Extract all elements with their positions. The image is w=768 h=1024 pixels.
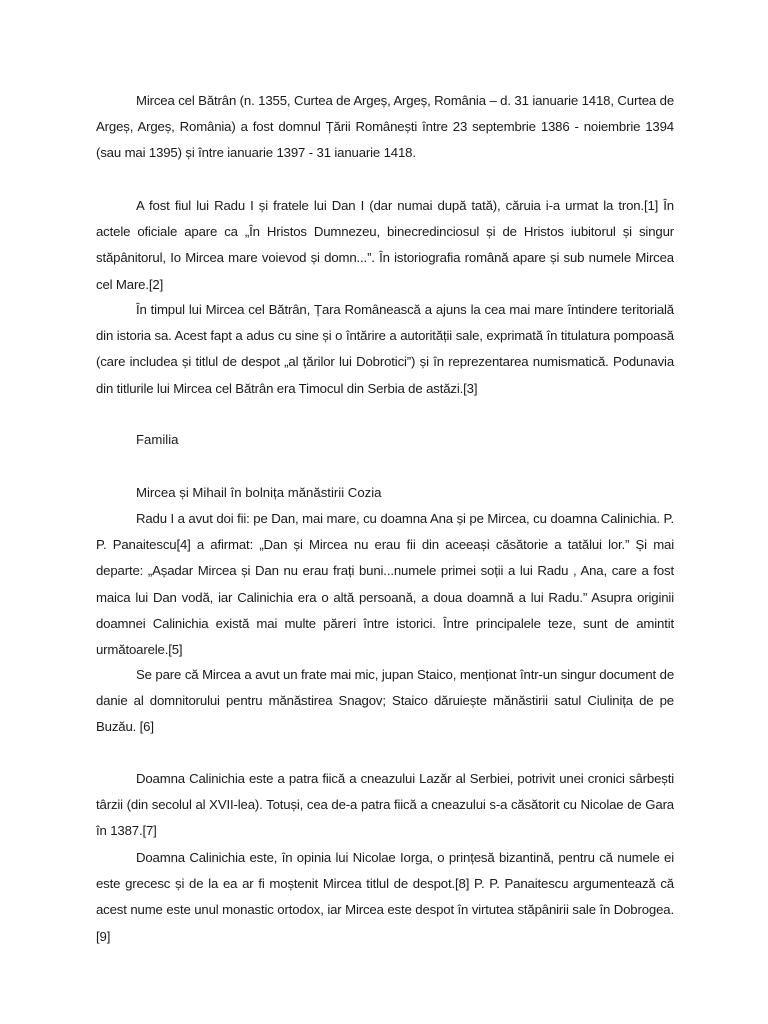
paragraph-intro bbox=[96, 88, 674, 167]
paragraph-text: Doamna Calinichia este a patra fiică a cneazului Lazăr al Serbiei, potrivit unei cronici sârbești târzii (din secolul al XVII-lea). Totuși, cea de-a patra fiică a cneazului s-a căsătorit cu Nicolae de Gara în 1387.[7] bbox=[96, 771, 674, 839]
paragraph-text: Radu I a avut doi fii: pe Dan, mai mare, cu doamna Ana și pe Mircea, cu doamna Calinichia. P. P. Panaitescu[4] a afirmat: „Dan și Mircea nu erau fii din aceeași căsătorie a tatălui lor.” Și mai departe: „Așadar Mircea și Dan nu erau frați buni...numele primei soții a lui Radu , Ana, care a fost maica lui Dan vodă, iar Calinichia era o altă persoană, a doua doamnă a lui Radu.” Asupra originii doamnei Calinichia există mai multe păreri între istorici. Între principalele teze, sunt de amintit următoarele.[5] bbox=[96, 511, 674, 658]
paragraph-text: A fost fiul lui Radu I și fratele lui Dan I (dar numai după tată), căruia i-a urmat la tron.[1] În actele oficiale apare ca „În Hristos Dumnezeu, binecredinciosul și de Hristos iubitorul și singur stăpânitorul, Io Mircea mare voievod și domn...”. În istoriografia română apare și sub numele Mircea cel Mare.[2] bbox=[96, 198, 674, 292]
section-heading: Familia bbox=[136, 432, 179, 447]
paragraph-staico bbox=[96, 662, 674, 741]
paragraph-calinichia-byzantine bbox=[96, 845, 674, 950]
paragraph-text: Mircea cel Bătrân (n. 1355, Curtea de Argeș, Argeș, România – d. 31 ianuarie 1418, Curtea de Argeș, Argeș, România) a fost domnul Țării Românești între 23 septembrie 1386 - noiembrie 1394 (sau mai 1395) și între ianuarie 1397 - 31 ianuarie 1418. bbox=[96, 93, 674, 161]
paragraph-calinichia-serbian bbox=[96, 766, 674, 845]
paragraph-text: Doamna Calinichia este, în opinia lui Nicolae Iorga, o prințesă bizantină, pentru că numele ei este grecesc și de la ea ar fi moștenit Mircea titlul de despot.[8] P. P. Panaitescu argumentează că acest nume este unul monastic ortodox, iar Mircea este despot în virtutea stăpânirii sale în Dobrogea.[9] bbox=[96, 850, 674, 944]
paragraph-territory bbox=[96, 297, 674, 402]
paragraph-family-sons bbox=[96, 506, 674, 663]
paragraph-origins bbox=[96, 193, 674, 298]
image-caption: Mircea și Mihail în bolnița mănăstirii Cozia bbox=[136, 485, 382, 500]
paragraph-text: În timpul lui Mircea cel Bătrân, Țara Românească a ajuns la cea mai mare întindere teritorială din istoria sa. Acest fapt a adus cu sine și o întărire a autorității sale, exprimată în titulatura pompoasă (care includea și titlul de despot „al țărilor lui Dobrotici”) și în reprezentarea numismatică. Podunavia din titlurile lui Mircea cel Bătrân era Timocul din Serbia de astăzi.[3] bbox=[96, 302, 674, 396]
paragraph-text: Se pare că Mircea a avut un frate mai mic, jupan Staico, menționat într-un singur document de danie al domnitorului pentru mănăstirea Snagov; Staico dăruiește mănăstirii satul Ciulinița de pe Buzău. [6] bbox=[96, 667, 674, 735]
